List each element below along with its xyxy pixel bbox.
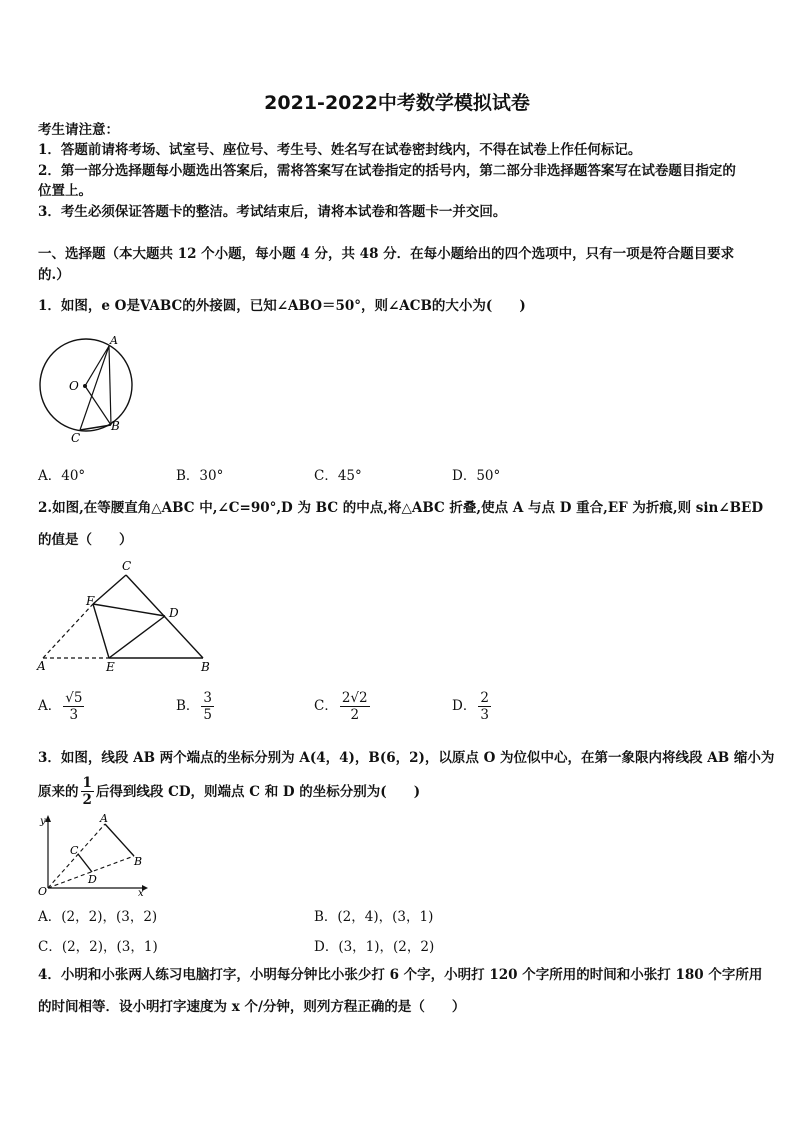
notice-item-2: 2．第一部分选择题每小题选出答案后，需将答案写在试卷指定的括号内，第二部分非选择题答案写在试卷题目指定的	[38, 163, 736, 179]
q3-fraction: $\frac{1}{2}$	[82, 775, 92, 808]
q1-label-c: C	[71, 431, 81, 445]
q3-label-b: B	[134, 855, 143, 868]
q1-option-c[interactable]: C．45°	[314, 468, 362, 484]
section-heading-cont: 的.）	[38, 267, 70, 283]
q2-option-c[interactable]	[314, 690, 372, 723]
q3-stem-cont-a: 原来的	[38, 783, 79, 800]
q1-label-o: O	[69, 379, 79, 393]
q3-stem: 3．如图，线段 AB 两个端点的坐标分别为 A(4，4)，B(6，2)，以原点 O 为位似中心，在第一象限内将线段 AB 缩小为	[38, 750, 775, 766]
q1-line-ac	[80, 346, 109, 430]
q2-option-b-fraction: $\frac{3}{5}$	[203, 690, 213, 723]
q1-label-b: B	[111, 419, 120, 433]
q3-option-a[interactable]: A．(2，2)，(3，2)	[38, 909, 158, 925]
q2-option-a[interactable]	[38, 690, 86, 723]
q3-stem-cont-b: 后得到线段 CD，则端点 C 和 D 的坐标分别为( )	[95, 783, 421, 800]
q1-stem: 1．如图，e O是VABC的外接圆，已知∠ABO＝50°，则∠ACB的大小为( )	[38, 298, 526, 314]
q2-stem: 2.如图,在等腰直角△ABC 中,∠C=90°,D 为 BC 的中点,将△ABC 折叠,使点 A 与点 D 重合,EF 为折痕,则 sin∠BED	[38, 500, 764, 516]
q2-option-d[interactable]	[452, 690, 493, 723]
q2-line-ed	[109, 616, 165, 658]
q3-option-b[interactable]: B．(2，4)，(3，1)	[314, 909, 434, 925]
q2-label-b: B	[201, 660, 210, 674]
q2-option-d-fraction: $\frac{2}{3}$	[480, 690, 489, 723]
q1-figure	[34, 330, 144, 445]
q2-label-c: C	[122, 559, 132, 573]
q4-stem-cont: 的时间相等．设小明打字速度为 x 个/分钟，则列方程正确的是（ ）	[38, 999, 466, 1015]
q1-line-cb	[80, 425, 111, 430]
q3-label-y: y	[40, 816, 46, 827]
q2-option-b[interactable]	[176, 690, 216, 723]
q1-line-ab	[109, 346, 111, 425]
q1-center-dot	[83, 384, 87, 388]
q2-label-f: F	[86, 594, 95, 608]
q2-label-d: D	[169, 606, 179, 620]
q2-line-cf	[93, 575, 126, 604]
notice-item-2-cont: 位置上。	[38, 183, 92, 199]
q2-option-b-letter: B．	[176, 698, 200, 714]
q2-dashed-af	[43, 604, 93, 658]
notice-item-3: 3．考生必须保证答题卡的整洁。考试结束后，请将本试卷和答题卡一并交回。	[38, 204, 507, 220]
q1-option-a[interactable]: A．40°	[38, 468, 86, 484]
q3-option-c[interactable]: C．(2，2)，(3，1)	[38, 939, 158, 955]
q3-option-d[interactable]: D．(3，1)，(2，2)	[314, 939, 435, 955]
q2-option-a-letter: A．	[38, 698, 62, 714]
q3-line-cd	[78, 854, 92, 872]
q2-option-c-letter: C．	[314, 698, 338, 714]
page-title: 2021-2022中考数学模拟试卷	[264, 92, 530, 114]
q1-label-a: A	[110, 334, 118, 347]
q3-label-d: D	[88, 873, 97, 886]
q3-label-o: O	[38, 885, 48, 896]
q2-option-a-fraction: $\frac{√5}{3}$	[65, 690, 83, 723]
q3-line-ab	[105, 824, 134, 856]
section-heading: 一、选择题（本大题共 12 个小题，每小题 4 分，共 48 分．在每小题给出的四个选项中，只有一项是符合题目要求	[38, 246, 735, 262]
q2-figure	[34, 558, 214, 676]
q2-label-e: E	[106, 660, 115, 674]
q2-label-a: A	[37, 659, 46, 673]
q1-option-b[interactable]: B．30°	[176, 468, 224, 484]
q3-y-arrow	[45, 815, 51, 822]
q3-label-c: C	[70, 844, 79, 857]
q1-option-d[interactable]: D．50°	[452, 468, 501, 484]
q2-option-c-fraction: $\frac{2√2}{2}$	[341, 690, 368, 723]
notice-heading: 考生请注意：	[38, 122, 119, 138]
q4-stem: 4．小明和小张两人练习电脑打字，小明每分钟比小张少打 6 个字，小明打 120 个字所用的时间和小张打 180 个字所用	[38, 967, 763, 983]
q2-line-fe	[93, 604, 109, 658]
q3-stem-cont	[38, 775, 420, 808]
notice-item-1: 1．答题前请将考场、试室号、座位号、考生号、姓名写在试卷密封线内，不得在试卷上作任何标记。	[38, 142, 642, 158]
q2-option-d-letter: D．	[452, 698, 477, 714]
q3-figure	[34, 812, 152, 896]
q2-stem-cont: 的值是（ ）	[38, 532, 133, 548]
q3-label-x: x	[138, 888, 144, 896]
q3-label-a: A	[100, 812, 108, 825]
